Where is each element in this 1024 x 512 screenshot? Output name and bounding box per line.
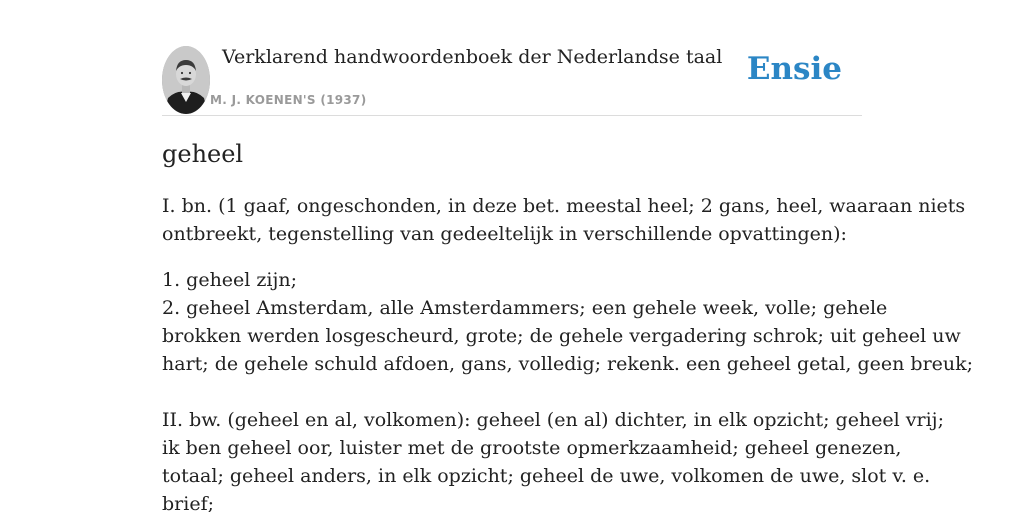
example-line: hart; de gehele schuld afdoen, gans, volledig; rekenk. een geheel getal, geen breuk; (162, 353, 974, 375)
definition-line: I. bn. (1 gaaf, ongeschonden, in deze bet. meestal heel; 2 gans, heel, waaraan niets (162, 195, 966, 217)
adverb-line: ik ben geheel oor, luister met de grootste opmerkzaamheid; geheel genezen, (162, 437, 902, 459)
entry-definition (162, 192, 966, 248)
definition-line: ontbreekt, tegenstelling van gedeeltelijk in verschillende opvattingen): (162, 223, 847, 245)
brand-logo-link[interactable]: Ensie (746, 51, 842, 87)
adverb-line: totaal; geheel anders, in elk opzicht; geheel de uwe, volkomen de uwe, slot v. e. (162, 465, 931, 487)
example-line: 1. geheel zijn; (162, 269, 298, 291)
example-line: brokken werden losgescheurd, grote; de gehele vergadering schrok; uit geheel uw (162, 325, 961, 347)
entry-adverb-sense (162, 406, 944, 512)
entry-headword: geheel (162, 140, 244, 168)
adverb-line: II. bw. (geheel en al, volkomen): geheel (en al) dichter, in elk opzicht; geheel vrij; (162, 409, 944, 431)
entry-examples (162, 266, 974, 378)
site-header (162, 40, 862, 116)
entry-content (162, 136, 974, 512)
author-portrait-icon (162, 46, 210, 114)
book-subtitle: M. J. KOENEN'S (1937) (210, 93, 367, 107)
book-title: Verklarend handwoordenboek der Nederlandse taal (222, 46, 723, 68)
adverb-line: brief; (162, 493, 214, 512)
portrait-photo-icon (162, 46, 210, 114)
example-line: 2. geheel Amsterdam, alle Amsterdammers; een gehele week, volle; gehele (162, 297, 888, 319)
